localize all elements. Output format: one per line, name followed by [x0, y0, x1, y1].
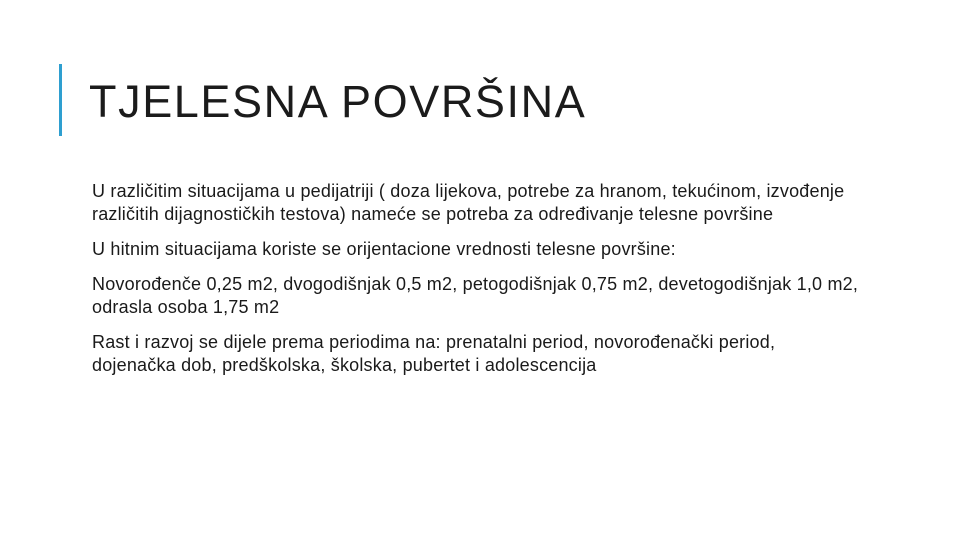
body-paragraph-1: U različitim situacijama u pedijatriji ( doza lijekova, potrebe za hranom, tekućinom, izvođenje različitih dijagnostičkih testova) nameće se potreba za određivanje telesne površine [92, 181, 845, 224]
body-paragraph-4: Rast i razvoj se dijele prema periodima na: prenatalni period, novorođenački period, dojenačka dob, predškolska, školska, pubertet i adolescencija [92, 332, 776, 375]
slide-title: TJELESNA POVRŠINA [89, 76, 587, 127]
title-accent-bar [59, 64, 62, 136]
slide-body [92, 180, 862, 389]
body-paragraph-3: Novorođenče 0,25 m2, dvogodišnjak 0,5 m2, petogodišnjak 0,75 m2, devetogodišnjak 1,0 m2, odrasla osoba 1,75 m2 [92, 274, 859, 317]
body-paragraph-2: U hitnim situacijama koriste se orijentacione vrednosti telesne površine: [92, 239, 676, 259]
